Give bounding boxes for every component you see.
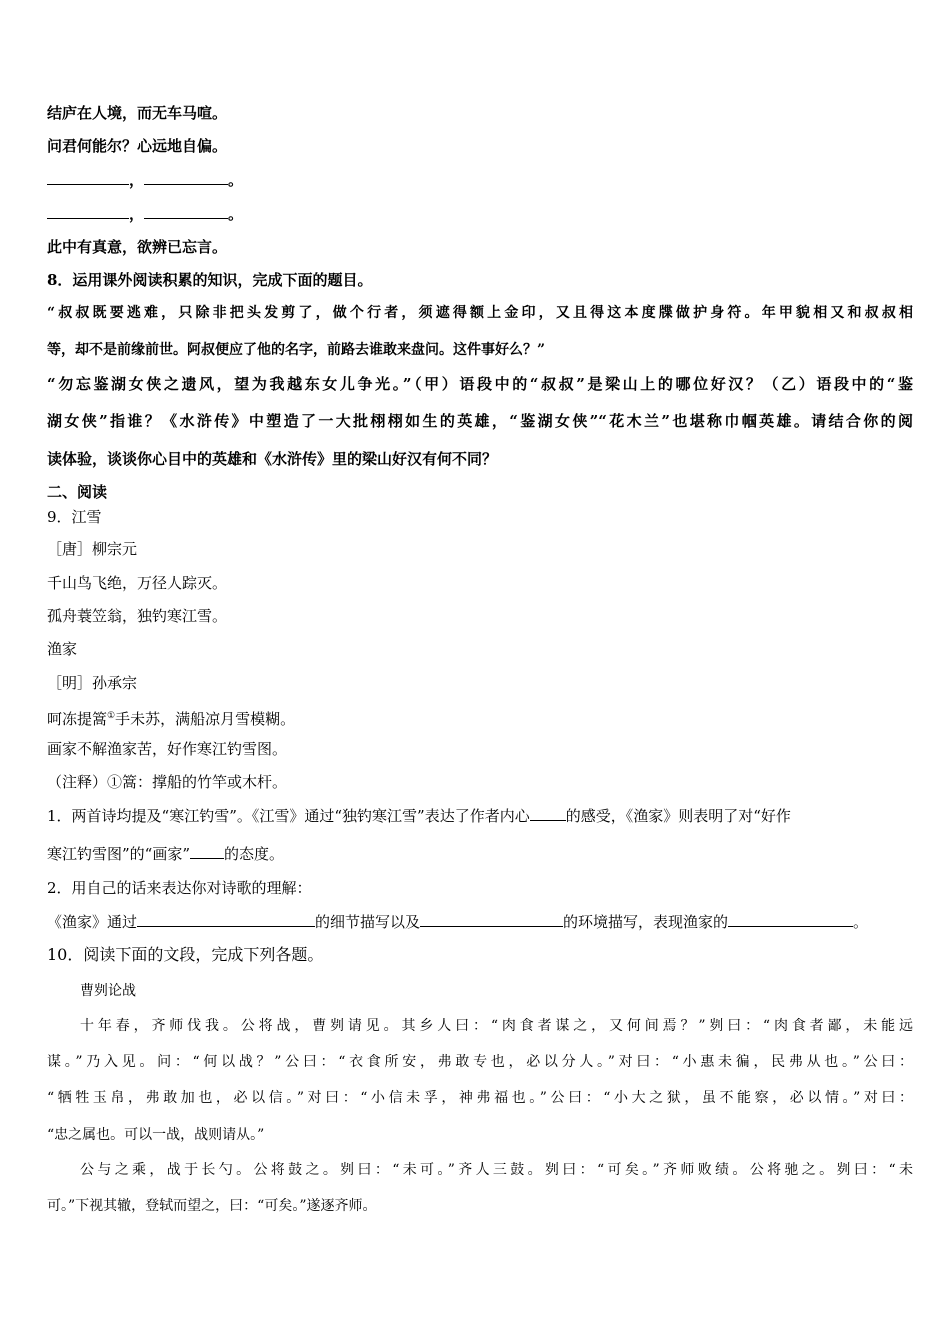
q9-title: 9．江雪 xyxy=(47,508,102,526)
q10-para1-line-2: 谋。”乃入见。问：“何以战？”公曰：“衣食所安，弗敢专也，必以分人。”对曰：“小惠未徧，民弗从也。”公曰： xyxy=(47,1054,913,1070)
answer-blank[interactable] xyxy=(144,170,228,185)
poem-line-2: 问君何能尔？心远地自偏。 xyxy=(47,137,228,155)
q9-author-2: ［明］孙承宗 xyxy=(47,674,138,692)
poem-text: 手未苏，满船凉月雪模糊。 xyxy=(115,710,296,728)
blank-end: 。 xyxy=(228,171,244,189)
q10-para1-line-3: “牺牲玉帛，弗敢加也，必以信。”对曰：“小信未孚，神弗福也。”公曰：“小大之狱，虽不能察，必以情。”对曰： xyxy=(47,1090,913,1106)
blank-end: 。 xyxy=(228,205,244,223)
question-text: 《渔家》通过 xyxy=(47,913,138,931)
question-text: 。 xyxy=(853,913,869,931)
question-text: 的细节描写以及 xyxy=(315,913,421,931)
q8-quote-a-line-2: 等，却不是前缘前世。阿叔便应了他的名字，前路去谁敢来盘问。这件事好么？” xyxy=(47,342,546,358)
section-heading: 二、阅读 xyxy=(47,483,108,501)
q9-poem1-line-2: 孤舟蓑笠翁，独钓寒江雪。 xyxy=(47,607,228,625)
q9-poem2-line-2: 画家不解渔家苦，好作寒江钓雪图。 xyxy=(47,740,288,758)
answer-blank[interactable] xyxy=(728,912,853,927)
answer-blank[interactable] xyxy=(137,912,315,927)
q9-sub2-fill xyxy=(47,912,868,932)
answer-blank[interactable] xyxy=(530,806,566,821)
q9-poem2-line-1 xyxy=(47,706,295,729)
q10-para1-line-1: 十年春，齐师伐我。公将战，曹刿请见。其乡人曰：“肉食者谋之，又何间焉？”刿曰：“肉食者鄙，未能远 xyxy=(80,1018,913,1034)
answer-blank[interactable] xyxy=(144,204,228,219)
q9-sub1-line-1 xyxy=(47,806,791,826)
q8-prompt: 8．运用课外阅读积累的知识，完成下面的题目。 xyxy=(47,271,373,289)
q9-note: （注释）①篙：撑船的竹竿或木杆。 xyxy=(47,773,288,791)
q9-poem1-line-1: 千山鸟飞绝，万径人踪灭。 xyxy=(47,574,228,592)
answer-blank[interactable] xyxy=(47,170,129,185)
q8-quote-a-line-1: “叔叔既要逃难，只除非把头发剪了，做个行者，须遮得额上金印，又且得这本度牒做护身符。年甲貌相又和叔叔相 xyxy=(47,305,913,321)
q10-para2-line-1: 公与之乘，战于长勺。公将鼓之。刿曰：“未可。”齐人三鼓。刿曰：“可矣。”齐师败绩。公将驰之。刿曰：“未 xyxy=(80,1162,913,1178)
q9-title-2: 渔家 xyxy=(47,640,78,658)
footnote-mark: ① xyxy=(107,711,116,721)
q8-quote-b-line-2: 湖女侠”指谁？《水浒传》中塑造了一大批栩栩如生的英雄，“鉴湖女侠”“花木兰”也堪称巾帼英雄。请结合你的阅 xyxy=(47,412,913,430)
question-text: 的感受，《渔家》则表明了对“好作 xyxy=(565,807,791,825)
poem-blank-row-1 xyxy=(47,170,243,190)
question-text: 寒江钓雪图”的“画家” xyxy=(47,845,191,863)
poem-blank-row-2 xyxy=(47,204,243,224)
question-text: 的态度。 xyxy=(224,845,285,863)
answer-blank[interactable] xyxy=(420,912,563,927)
question-text: 1．两首诗均提及“寒江钓雪”。《江雪》通过“独钓寒江雪”表达了作者内心 xyxy=(47,807,530,825)
q10-para1-line-4: “忠之属也。可以一战，战则请从。” xyxy=(47,1127,265,1143)
blank-sep: ， xyxy=(129,205,145,223)
answer-blank[interactable] xyxy=(190,844,224,859)
poem-line-5: 此中有真意，欲辨已忘言。 xyxy=(47,238,228,256)
q10-prompt: 10．阅读下面的文段，完成下列各题。 xyxy=(47,945,324,964)
question-text: 的环境描写，表现渔家的 xyxy=(563,913,729,931)
q10-text-title: 曹刿论战 xyxy=(80,983,136,999)
poem-line-1: 结庐在人境，而无车马喧。 xyxy=(47,104,228,122)
answer-blank[interactable] xyxy=(47,204,129,219)
poem-text: 呵冻提篙 xyxy=(47,710,108,728)
q9-sub1-line-2 xyxy=(47,844,284,864)
blank-sep: ， xyxy=(129,171,145,189)
q8-quote-b-line-1: “勿忘鉴湖女侠之遗风，望为我越东女儿争光。”（甲）语段中的“叔叔”是梁山上的哪位好汉？（乙）语段中的“鉴 xyxy=(47,375,913,393)
q10-para2-line-2: 可。”下视其辙，登轼而望之，曰：“可矣。”遂逐齐师。 xyxy=(47,1198,377,1214)
q9-sub2: 2．用自己的话来表达你对诗歌的理解： xyxy=(47,879,312,897)
q8-quote-b-line-3: 读体验，谈谈你心目中的英雄和《水浒传》里的梁山好汉有何不同？ xyxy=(47,450,498,468)
q9-author-1: ［唐］柳宗元 xyxy=(47,540,138,558)
